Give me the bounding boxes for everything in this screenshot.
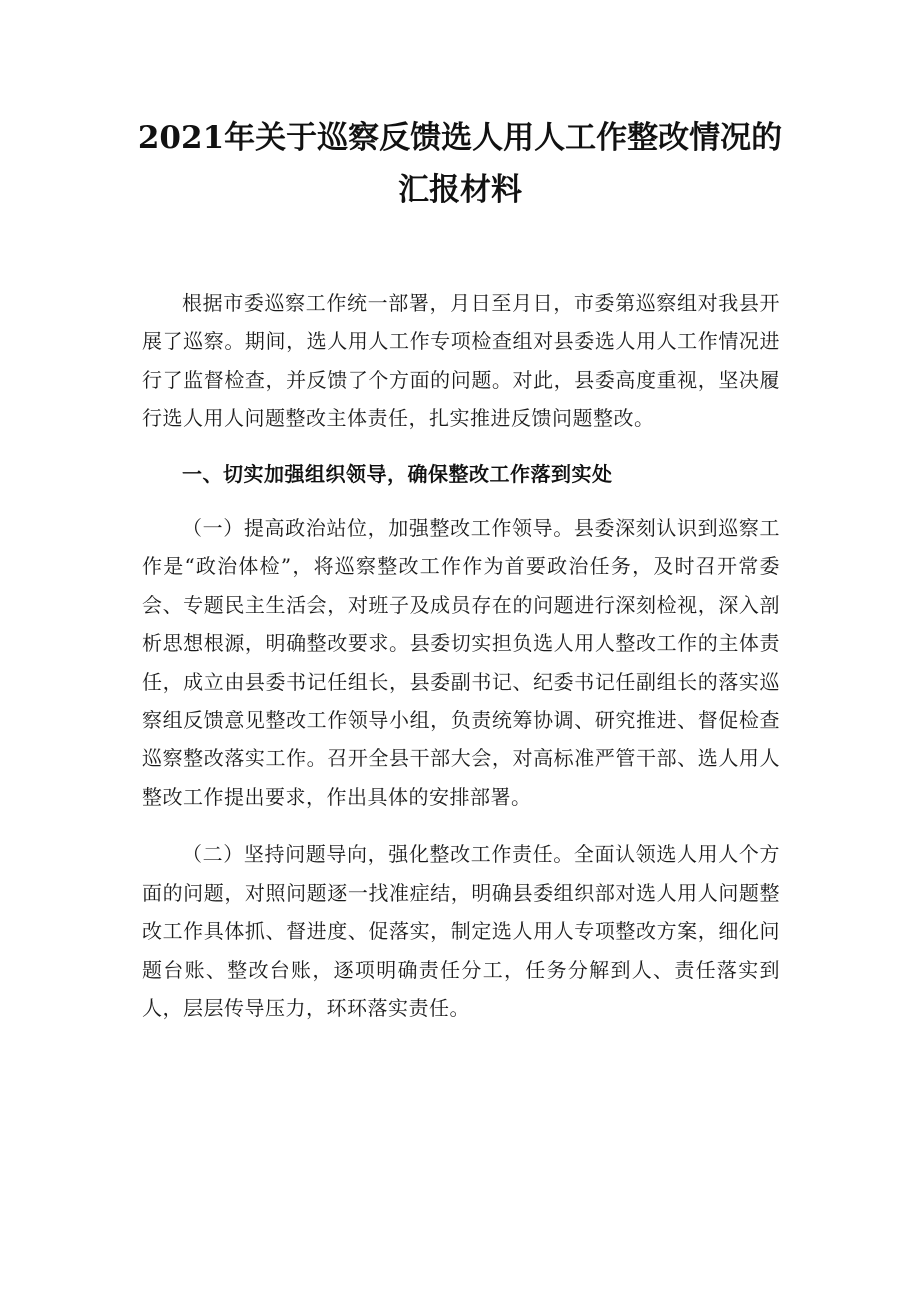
- subsection-paragraph-1: （一）提高政治站位，加强整改工作领导。县委深刻认识到巡察工作是“政治体检”，将巡察整改工作作为首要政治任务，及时召开常委会、专题民主生活会，对班子及成员存在的问题进行深刻检视，深入剖析思想根源，明确整改要求。县委切实担负选人用人整改工作的主体责任，成立由县委书记任组长，县委副书记、纪委书记任副组长的落实巡察组反馈意见整改工作领导小组，负责统筹协调、研究推进、督促检查巡察整改落实工作。召开全县干部大会，对高标准严管干部、选人用人整改工作提出要求，作出具体的安排部署。: [142, 516, 780, 809]
- section-heading-1: 一、切实加强组织领导，确保整改工作落到实处: [182, 461, 613, 486]
- document-body: [142, 284, 780, 1027]
- document-title: 2021年关于巡察反馈选人用人工作整改情况的汇报材料: [137, 120, 783, 208]
- intro-paragraph: 根据市委巡察工作统一部署，月日至月日，市委第巡察组对我县开展了巡察。期间，选人用人工作专项检查组对县委选人用人工作情况进行了监督检查，并反馈了个方面的问题。对此，县委高度重视，坚决履行选人用人问题整改主体责任，扎实推进反馈问题整改。: [142, 291, 780, 431]
- subsection-paragraph-2: （二）坚持问题导向，强化整改工作责任。全面认领选人用人个方面的问题，对照问题逐一找准症结，明确县委组织部对选人用人问题整改工作具体抓、督进度、促落实，制定选人用人专项整改方案，细化问题台账、整改台账，逐项明确责任分工，任务分解到人、责任落实到人，层层传导压力，环环落实责任。: [142, 842, 780, 1020]
